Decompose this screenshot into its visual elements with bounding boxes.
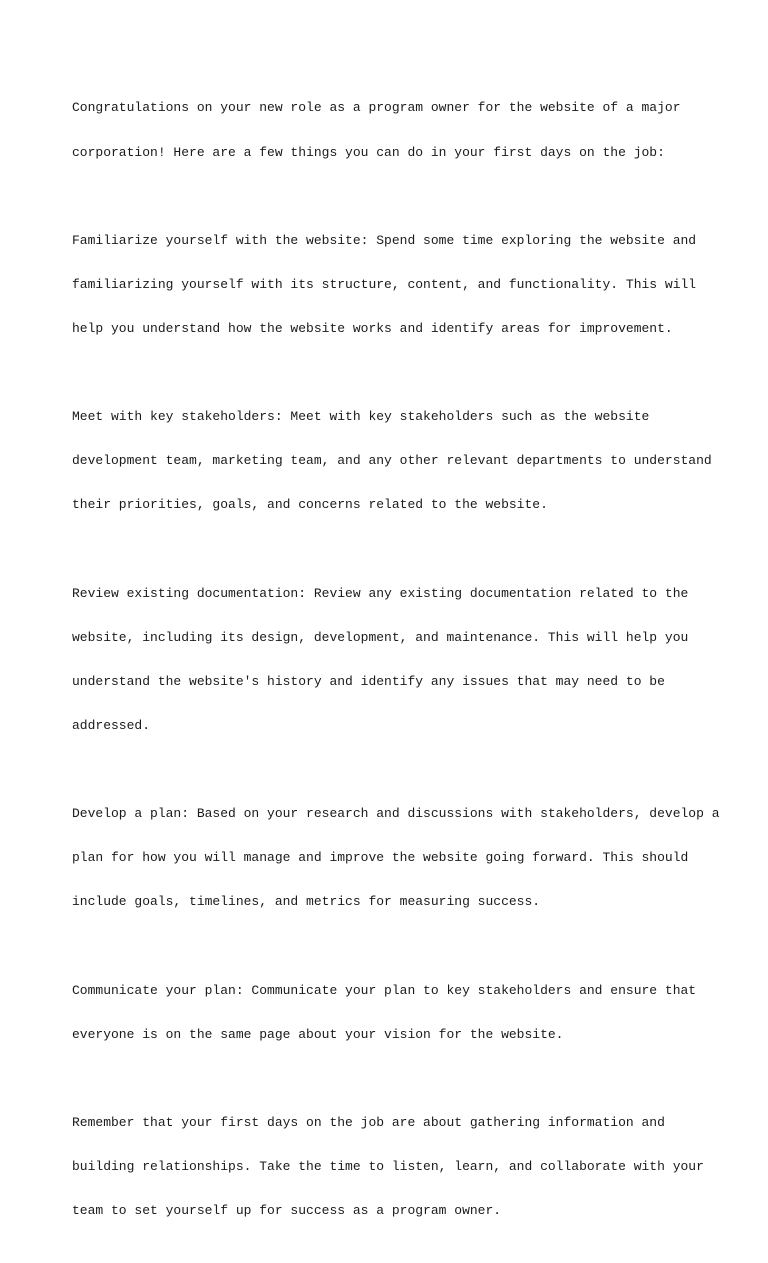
text-line: include goals, timelines, and metrics for measuring success. bbox=[72, 894, 541, 910]
text-line: Remember that your first days on the job are about gathering information and bbox=[72, 1114, 665, 1130]
text-line: understand the website's history and identify any issues that may need to be bbox=[72, 673, 665, 689]
text-line: website, including its design, development, and maintenance. This will help you bbox=[72, 629, 689, 645]
text-line: Communicate your plan: Communicate your plan to key stakeholders and ensure that bbox=[72, 982, 697, 998]
documentation-paragraph bbox=[72, 557, 712, 763]
text-line: Review existing documentation: Review any existing documentation related to the bbox=[72, 585, 689, 601]
text-line: everyone is on the same page about your vision for the website. bbox=[72, 1026, 564, 1042]
text-line: their priorities, goals, and concerns related to the website. bbox=[72, 497, 548, 513]
text-line: help you understand how the website works and identify areas for improvement. bbox=[72, 320, 673, 336]
text-line: Congratulations on your new role as a program owner for the website of a major bbox=[72, 100, 681, 116]
document-page bbox=[72, 72, 720, 1263]
communicate-paragraph bbox=[72, 954, 712, 1072]
text-line: Familiarize yourself with the website: Spend some time exploring the website and bbox=[72, 232, 697, 248]
closing-paragraph bbox=[72, 1086, 712, 1248]
intro-paragraph bbox=[72, 72, 712, 190]
familiarize-paragraph bbox=[72, 204, 712, 366]
text-line: addressed. bbox=[72, 717, 151, 733]
text-line: corporation! Here are a few things you can do in your first days on the job: bbox=[72, 144, 665, 160]
text-line: plan for how you will manage and improve the website going forward. This should bbox=[72, 850, 689, 866]
plan-paragraph bbox=[72, 778, 720, 940]
text-line: building relationships. Take the time to listen, learn, and collaborate with your bbox=[72, 1158, 704, 1174]
text-line: familiarizing yourself with its structure, content, and functionality. This will bbox=[72, 276, 697, 292]
text-line: Develop a plan: Based on your research and discussions with stakeholders, develop a bbox=[72, 806, 720, 822]
text-line: team to set yourself up for success as a program owner. bbox=[72, 1203, 502, 1219]
text-line: Meet with key stakeholders: Meet with key stakeholders such as the website bbox=[72, 409, 650, 425]
text-line: development team, marketing team, and any other relevant departments to understand bbox=[72, 453, 712, 469]
stakeholders-paragraph bbox=[72, 381, 712, 543]
